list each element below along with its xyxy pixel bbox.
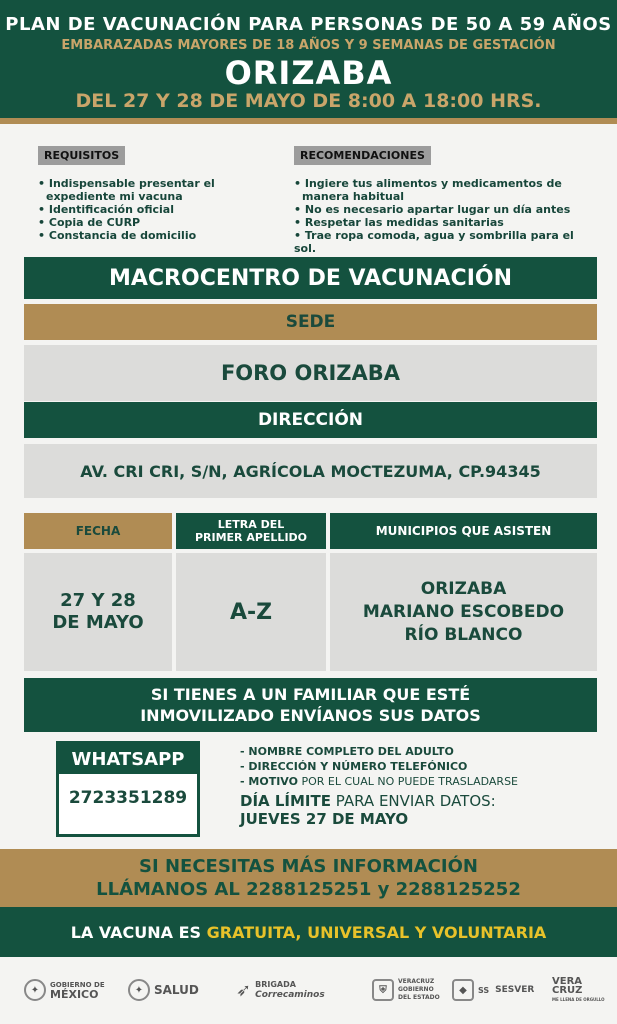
fecha-line1: 27 Y 28 [60,590,136,611]
detail-item: - MOTIVO POR EL CUAL NO PUEDE TRASLADARSE [240,775,519,788]
direccion-value: AV. CRI CRI, S/N, AGRÍCOLA MOCTEZUMA, CP.94345 [24,444,597,498]
eagle-seal-icon: ✦ [24,979,46,1001]
sede-value: FORO ORIZABA [24,345,597,401]
municipio-item: ORIZABA [420,578,507,599]
header-subtitle: EMBARAZADAS MAYORES DE 18 AÑOS Y 9 SEMANAS DE GESTACIÓN [61,38,556,53]
list-item: • Copia de CURP [38,216,278,229]
logo-gobierno-mexico: ✦ GOBIERNO DE MÉXICO [24,975,105,1005]
list-item: • No es necesario apartar lugar un día antes [294,203,594,216]
fecha-cell [24,553,172,671]
list-item: • Respetar las medidas sanitarias [294,216,594,229]
list-item: • Trae ropa comoda, agua y sombrilla para el sol. [294,229,594,255]
limite-line: DÍA LÍMITE PARA ENVIAR DATOS: [240,792,496,810]
recomendaciones-list [294,177,594,255]
logo-salud: ✦ SALUD [128,975,199,1005]
logo-brigada: ➶ BRIGADA Correcaminos [236,979,325,1001]
municipios-cell [330,553,597,671]
detail-item: - NOMBRE COMPLETO DEL ADULTO [240,745,454,758]
direccion-label: DIRECCIÓN [24,402,597,438]
whatsapp-details [240,744,600,828]
info-line1: SI NECESITAS MÁS INFORMACIÓN [139,856,478,877]
list-item: • Ingiere tus alimentos y medicamentos de [294,177,594,190]
letra-header-line1: LETRA DEL [217,518,285,531]
seal-icon: ◆ [452,979,474,1001]
detail-item: - DIRECCIÓN Y NÚMERO TELEFÓNICO [240,760,468,773]
info-line2: LLÁMANOS AL 2288125251 y 2288125252 [96,879,521,900]
municipios-header: MUNICIPIOS QUE ASISTEN [330,513,597,549]
letra-header [176,513,326,549]
list-item: • Indispensable presentar el [38,177,278,190]
familiar-line2: INMOVILIZADO ENVÍANOS SUS DATOS [140,706,481,725]
limite-date: JUEVES 27 DE MAYO [240,810,409,828]
vacuna-prefix: LA VACUNA ES [70,922,207,942]
list-item: • Identificación oficial [38,203,278,216]
letra-cell: A-Z [176,553,326,671]
sede-label: SEDE [24,304,597,340]
fecha-header: FECHA [24,513,172,549]
vacuna-banner [0,907,617,957]
requisitos-list [38,177,278,242]
info-banner [0,849,617,907]
whatsapp-number[interactable]: 2723351289 [68,788,188,808]
header-banner [0,0,617,124]
municipio-item: RÍO BLANCO [404,624,523,645]
familiar-line1: SI TIENES A UN FAMILIAR QUE ESTÉ [150,685,471,704]
list-item: • Constancia de domicilio [38,229,278,242]
header-dates: DEL 27 Y 28 DE MAYO DE 8:00 A 18:00 HRS. [75,90,542,112]
familiar-banner [24,678,597,732]
roadrunner-icon: ➶ [236,979,252,1001]
logo-veracruz: VERA CRUZ ME LLENA DE ORGULLO [552,975,605,1002]
eagle-seal-icon: ✦ [128,979,150,1001]
recomendaciones-tag: RECOMENDACIONES [294,146,431,165]
header-title: PLAN DE VACUNACIÓN PARA PERSONAS DE 50 A 59 AÑOS [5,14,612,35]
requisitos-tag: REQUISITOS [38,146,125,165]
list-item: expediente mi vacuna [46,190,183,203]
whatsapp-title: WHATSAPP [59,744,197,774]
list-item: manera habitual [302,190,405,203]
macrocentro-title: MACROCENTRO DE VACUNACIÓN [24,257,597,299]
shield-icon: ⛨ [372,979,394,1001]
logo-sesver: ◆ SS SESVER [452,975,534,1005]
logo-veracruz-gobierno: ⛨ VERACRUZ GOBIERNO DEL ESTADO [372,975,440,1005]
fecha-line2: DE MAYO [52,612,144,633]
vacuna-highlight: GRATUITA, UNIVERSAL Y VOLUNTARIA [206,922,547,942]
whatsapp-box [56,741,200,837]
municipio-item: MARIANO ESCOBEDO [362,601,565,622]
header-city: ORIZABA [224,54,393,92]
letra-header-line2: PRIMER APELLIDO [194,531,308,544]
